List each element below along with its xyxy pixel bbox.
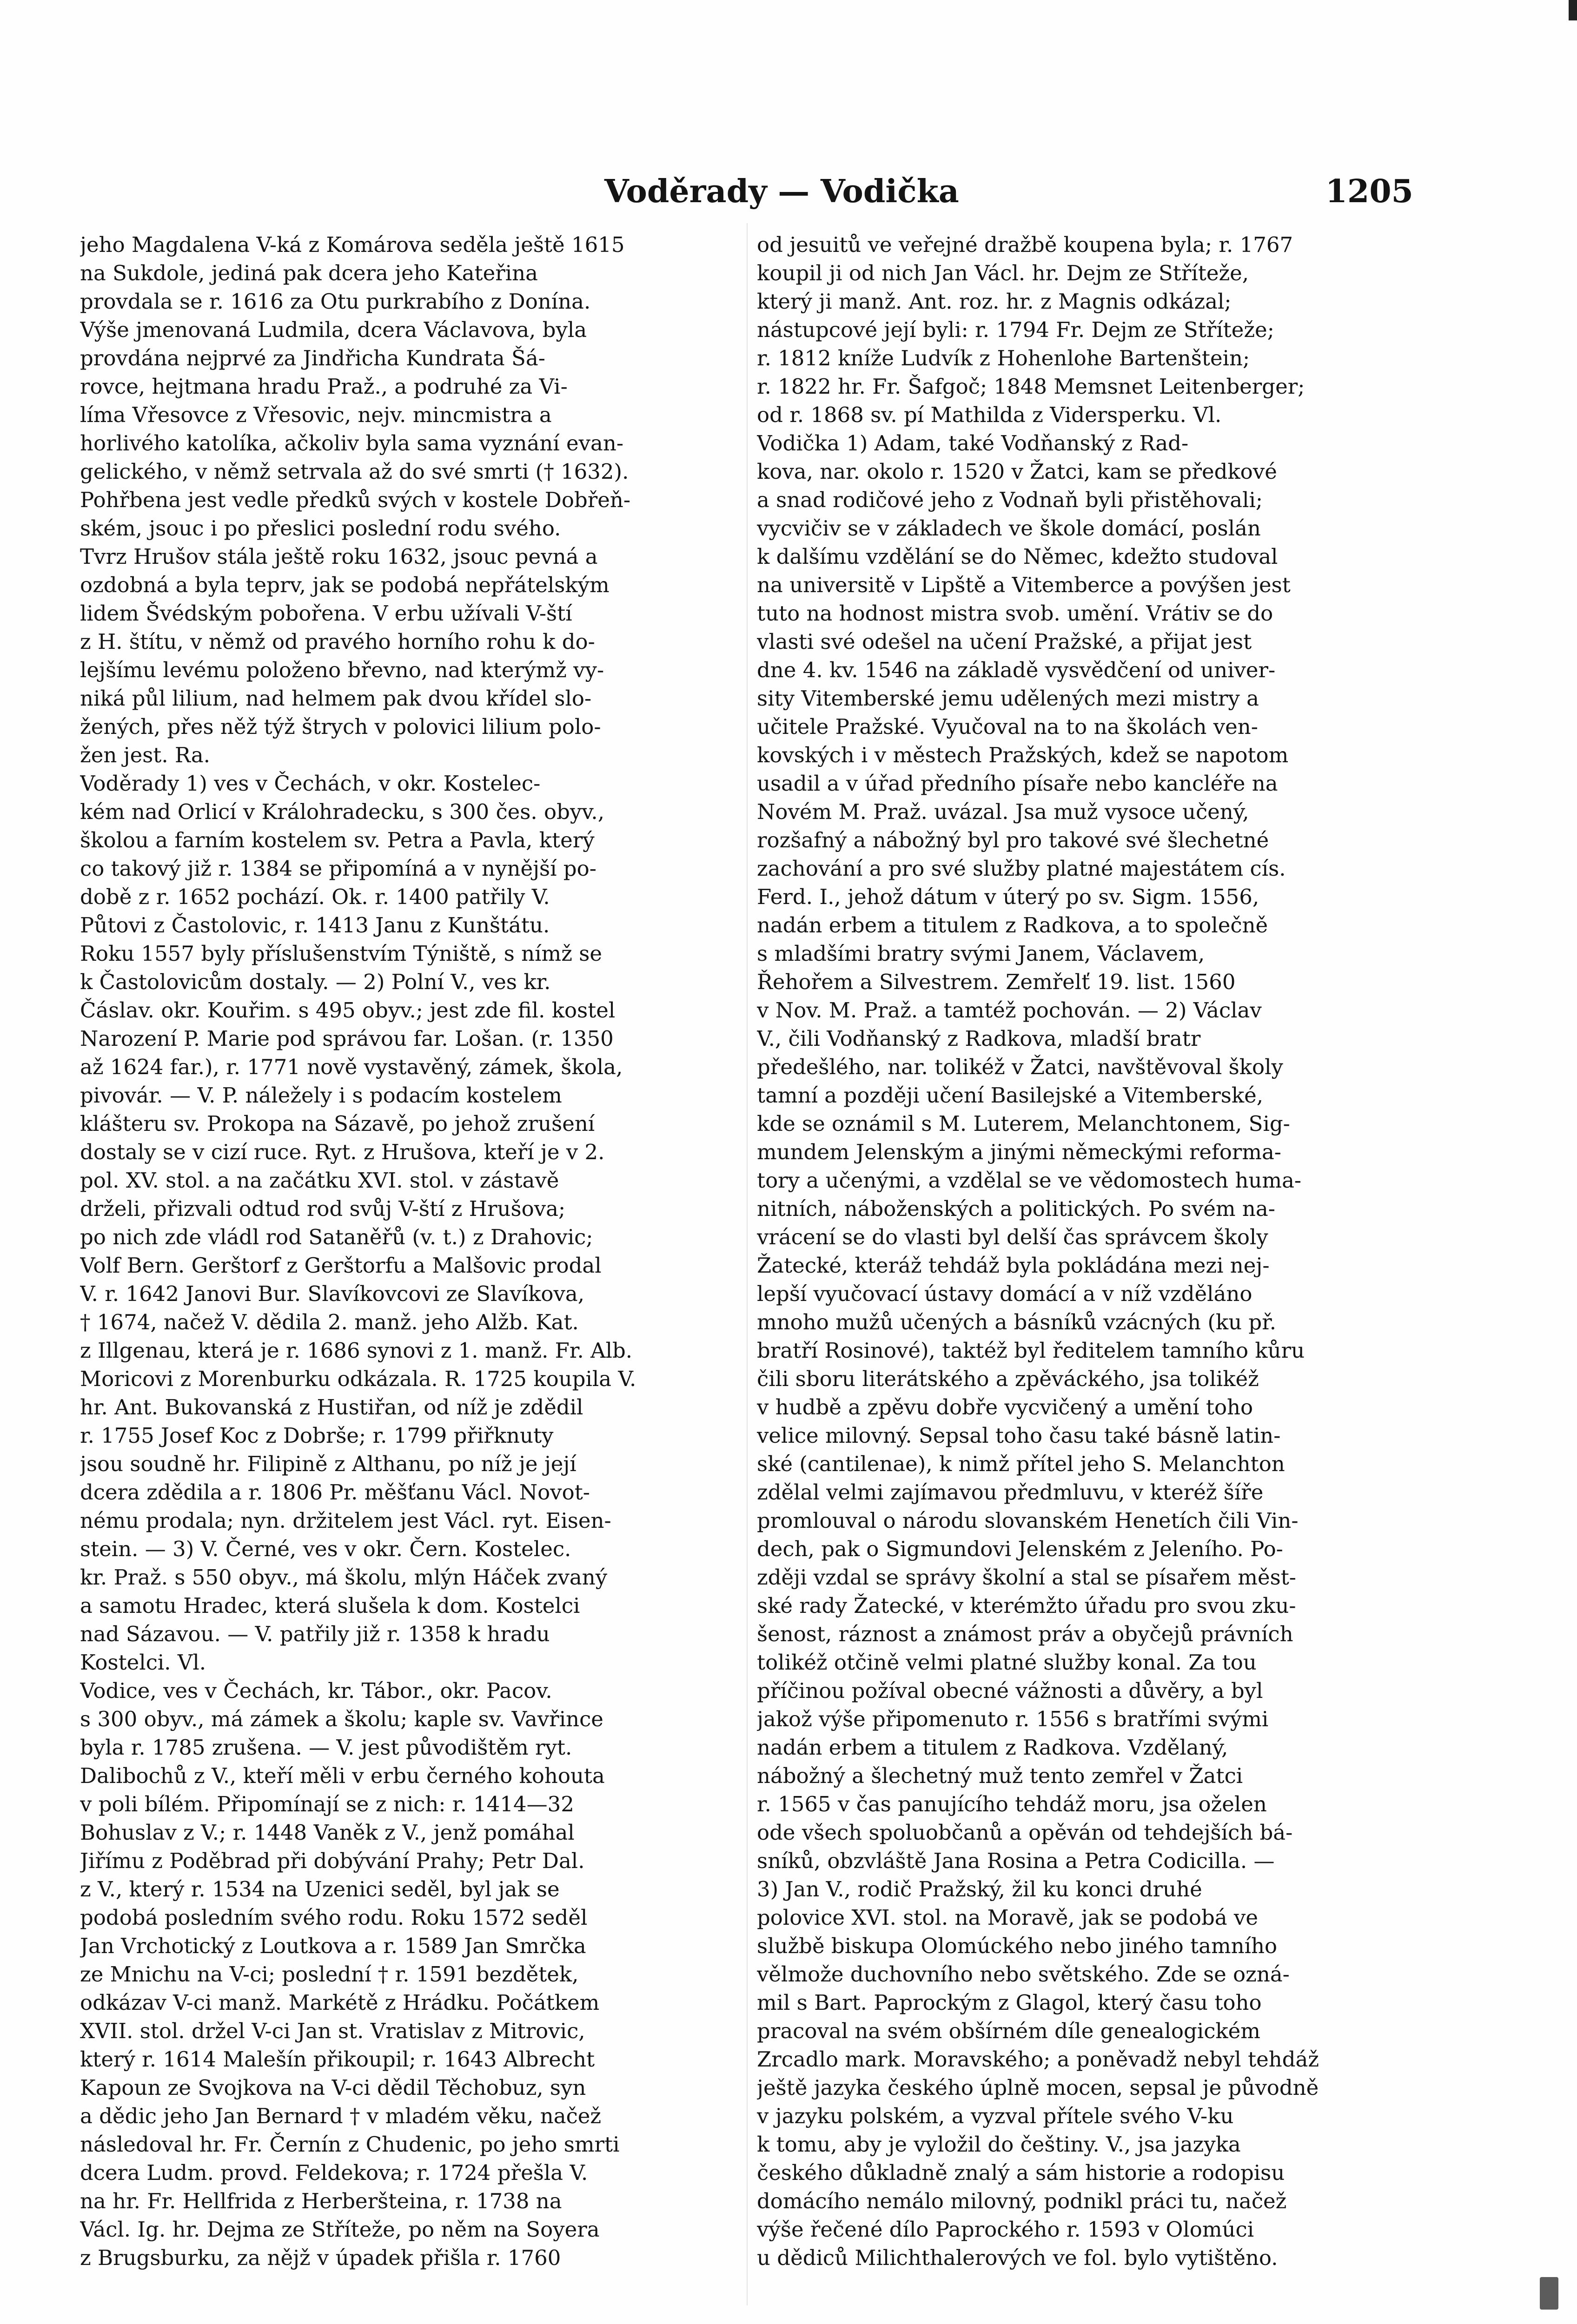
- left-column-line: co takový již r. 1384 se připomíná a v nynější po-: [80, 856, 596, 881]
- left-column-line: byla r. 1785 zrušena. — V. jest původištěm ryt.: [80, 1735, 572, 1760]
- right-column-line: kovských i v městech Pražských, kdež se napotom: [757, 743, 1289, 767]
- right-column-line: 3) Jan V., rodič Pražský, žil ku konci druhé: [757, 1877, 1202, 1901]
- left-column-line: Jan Vrchotický z Loutkova a r. 1589 Jan Smrčka: [80, 1934, 586, 1958]
- column-gutter: [747, 223, 748, 2305]
- left-column-line: nému prodala; nyn. držitelem jest Václ. ryt. Eisen-: [80, 1508, 611, 1533]
- page-number: 1205: [1325, 173, 1413, 210]
- right-column-line: příčinou požíval obecné vážnosti a důvěry, a byl: [757, 1678, 1263, 1703]
- left-column-line: Výše jmenovaná Ludmila, dcera Václavova, byla: [80, 317, 587, 342]
- right-column-line: tuto na hodnost mistra svob. umění. Vrátiv se do: [757, 601, 1273, 626]
- right-column-line: nitních, náboženských a politických. Po svém na-: [757, 1196, 1275, 1221]
- left-column-line: rovce, hejtmana hradu Praž., a podruhé za Vi-: [80, 374, 568, 399]
- left-column-line: pivovár. — V. P. náležely i s podacím kostelem: [80, 1083, 562, 1108]
- right-column: [757, 231, 1422, 2272]
- left-column-line: Voděrady 1) ves v Čechách, v okr. Kostelec-: [80, 771, 541, 796]
- left-column-line: Václ. Ig. hr. Dejma ze Stříteže, po něm na Soyera: [80, 2217, 600, 2242]
- right-column-line: vlasti své odešel na učení Pražské, a přijat jest: [757, 629, 1252, 654]
- left-column-line: a samotu Hradec, která slušela k dom. Kostelci: [80, 1593, 580, 1618]
- left-column-line: k Častolovicům dostaly. — 2) Polní V., ves kr.: [80, 970, 551, 994]
- left-column-line: podobá posledním svého rodu. Roku 1572 seděl: [80, 1905, 588, 1930]
- left-column-line: klášteru sv. Prokopa na Sázavě, po jehož zrušení: [80, 1111, 595, 1136]
- left-column-line: Roku 1557 byly příslušenstvím Týniště, s nímž se: [80, 941, 602, 966]
- right-column-line: kde se oznámil s M. Luterem, Melanchtonem, Sig-: [757, 1111, 1290, 1136]
- right-column-line: nábožný a šlechetný muž tento zemřel v Žatci: [757, 1763, 1243, 1788]
- right-column-line: službě biskupa Olomúckého nebo jiného tamního: [757, 1934, 1278, 1958]
- right-column-line: nadán erbem a titulem z Radkova, a to společně: [757, 913, 1268, 938]
- left-column-line: z H. štítu, v němž od pravého horního rohu k do-: [80, 629, 595, 654]
- left-column-line: Moricovi z Morenburku odkázala. R. 1725 koupila V.: [80, 1367, 636, 1391]
- right-column-line: zachování a pro své služby platné majestátem cís.: [757, 856, 1286, 881]
- right-column-line: Řehořem a Silvestrem. Zemřelť 19. list. 1560: [757, 970, 1236, 994]
- left-column-line: Volf Bern. Gerštorf z Gerštorfu a Malšovic prodal: [80, 1253, 602, 1278]
- left-column-line: ozdobná a byla teprv, jak se podobá nepřátelským: [80, 573, 610, 597]
- right-column-line: Ferd. I., jehož dátum v úterý po sv. Sigm. 1556,: [757, 885, 1259, 909]
- left-column-line: který r. 1614 Malešín přikoupil; r. 1643 Albrecht: [80, 2047, 595, 2072]
- right-column-line: s mladšími bratry svými Janem, Václavem,: [757, 941, 1205, 966]
- right-column-line: od r. 1868 sv. pí Mathilda z Vidersperku. Vl.: [757, 403, 1222, 427]
- right-column-line: ské (cantilenae), k nimž přítel jeho S. Melanchton: [757, 1452, 1285, 1476]
- left-column-line: Jiřímu z Poděbrad při dobývání Prahy; Petr Dal.: [80, 1849, 585, 1873]
- right-column-line: u dědiců Milichthalerových ve fol. bylo vytištěno.: [757, 2245, 1278, 2270]
- left-column-line: drželi, přizvali odtud rod svůj V-ští z Hrušova;: [80, 1196, 566, 1221]
- right-column-line: velice milovný. Sepsal toho času také básně latin-: [757, 1423, 1281, 1448]
- left-column-line: stein. — 3) V. Černé, ves v okr. Čern. Kostelec.: [80, 1537, 571, 1561]
- left-column-line: z V., který r. 1534 na Uzenici seděl, byl jak se: [80, 1877, 560, 1901]
- left-column-line: z Illgenau, která je r. 1686 synovi z 1. manž. Fr. Alb.: [80, 1338, 633, 1363]
- left-column-line: hr. Ant. Bukovanská z Hustiřan, od níž je zdědil: [80, 1395, 583, 1419]
- right-column-line: usadil a v úřad předního písaře nebo kancléře na: [757, 771, 1278, 796]
- right-column-line: mnoho mužů učených a básníků vzácných (ku př.: [757, 1310, 1277, 1334]
- left-column-line: provdána nejprvé za Jindřicha Kundrata Šá-: [80, 346, 545, 370]
- left-column-line: V. r. 1642 Janovi Bur. Slavíkovcovi ze Slavíkova,: [80, 1281, 585, 1306]
- right-column-line: sníků, obzvláště Jana Rosina a Petra Codicilla. —: [757, 1849, 1275, 1873]
- right-column-line: v jazyku polském, a vyzval přítele svého V-ku: [757, 2104, 1234, 2128]
- right-column-line: lepší vyučovací ústavy domácí a v níž vzděláno: [757, 1281, 1252, 1306]
- right-column-line: a snad rodičové jeho z Vodnaň byli přistěhovali;: [757, 488, 1263, 512]
- running-header: [549, 173, 1413, 215]
- right-column-line: nadán erbem a titulem z Radkova. Vzdělaný,: [757, 1735, 1228, 1760]
- right-column-line: mil s Bart. Paprockým z Glagol, který času toho: [757, 1990, 1262, 2015]
- left-column-line: Půtovi z Častolovic, r. 1413 Janu z Kunštátu.: [80, 913, 550, 938]
- left-column-line: době z r. 1652 pochází. Ok. r. 1400 patřily V.: [80, 885, 550, 909]
- right-column-line: tamní a později učení Basilejské a Vitemberské,: [757, 1083, 1264, 1108]
- scan-edge-mark: [1569, 0, 1577, 20]
- left-column-line: odkázav V-ci manž. Markétě z Hrádku. Počátkem: [80, 1990, 600, 2015]
- right-column-line: V., čili Vodňanský z Radkova, mladší bratr: [757, 1026, 1201, 1051]
- right-column-line: zdělal velmi zajímavou předmluvu, v kteréž šíře: [757, 1480, 1264, 1505]
- left-column-line: Kostelci. Vl.: [80, 1650, 206, 1675]
- right-column-line: výše řečené dílo Paprockého r. 1593 v Olomúci: [757, 2217, 1254, 2242]
- right-column-line: polovice XVI. stol. na Moravě, jak se podobá ve: [757, 1905, 1258, 1930]
- left-column-line: v poli bílém. Připomínají se z nich: r. 1414—32: [80, 1792, 574, 1816]
- right-column-line: na universitě v Lipště a Vitemberce a povýšen jest: [757, 573, 1291, 597]
- left-column-line: Kapoun ze Svojkova na V-ci dědil Těchobuz, syn: [80, 2075, 586, 2100]
- right-column-line: Novém M. Praž. uvázal. Jsa muž vysoce učený,: [757, 799, 1249, 824]
- right-column-line: od jesuitů ve veřejné dražbě koupena byla; r. 1767: [757, 232, 1293, 257]
- left-column-line: následoval hr. Fr. Černín z Chudenic, po jeho smrti: [80, 2132, 620, 2157]
- left-column-line: a dědic jeho Jan Bernard † v mladém věku, načež: [80, 2104, 602, 2128]
- left-column-line: lejšímu levému položeno břevno, nad kterýmž vy-: [80, 658, 604, 682]
- right-column-line: r. 1565 v čas panujícího tehdáž moru, jsa oželen: [757, 1792, 1267, 1816]
- left-column-line: dostaly se v cizí ruce. Ryt. z Hrušova, kteří je v 2.: [80, 1140, 605, 1164]
- left-column-line: gelického, v němž setrvala až do své smrti († 1632).: [80, 459, 629, 484]
- left-column-line: kr. Praž. s 550 obyv., má školu, mlýn Háček zvaný: [80, 1565, 608, 1590]
- right-column-line: zději vzdal se správy školní a stal se písařem měst-: [757, 1565, 1296, 1590]
- right-column-line: jakož výše připomenuto r. 1556 s bratřími svými: [757, 1707, 1269, 1731]
- left-column-line: Vodice, ves v Čechách, kr. Tábor., okr. Pacov.: [80, 1678, 552, 1703]
- left-column-line: po nich zde vládl rod Sataněřů (v. t.) z Drahovic;: [80, 1225, 593, 1249]
- right-column-line: v Nov. M. Praž. a tamtéž pochován. — 2) Václav: [757, 998, 1262, 1023]
- right-column-line: čili sboru literátského a zpěváckého, jsa tolikéž: [757, 1367, 1259, 1391]
- right-column-line: Vodička 1) Adam, také Vodňanský z Rad-: [757, 431, 1189, 456]
- right-column-line: vrácení se do vlasti byl delší čas správcem školy: [757, 1225, 1268, 1249]
- right-column-line: pracoval na svém obšírném díle genealogickém: [757, 2019, 1260, 2043]
- right-column-line: vycvičiv se v základech ve škole domácí, poslán: [757, 516, 1261, 541]
- right-column-line: mundem Jelenským a jinými německými reforma-: [757, 1140, 1282, 1164]
- right-column-line: r. 1822 hr. Fr. Šafgoč; 1848 Memsnet Leitenberger;: [757, 374, 1305, 399]
- right-column-line: k tomu, aby je vyložil do češtiny. V., jsa jazyka: [757, 2132, 1241, 2157]
- running-title: Voděrady — Vodička: [604, 173, 959, 210]
- right-column-line: dech, pak o Sigmundovi Jelenském z Jeleního. Po-: [757, 1537, 1283, 1561]
- left-column-line: žen jest. Ra.: [80, 743, 211, 767]
- left-column-line: jsou soudně hr. Filipině z Althanu, po níž je její: [80, 1452, 576, 1476]
- right-column-line: Žatecké, kteráž tehdáž byla pokládána mezi nej-: [757, 1253, 1270, 1278]
- left-column-line: XVII. stol. držel V-ci Jan st. Vratislav z Mitrovic,: [80, 2019, 585, 2043]
- left-column-line: s 300 obyv., má zámek a školu; kaple sv. Vavřince: [80, 1707, 603, 1731]
- right-column-line: předešlého, nar. tolikéž v Žatci, navštěvoval školy: [757, 1055, 1283, 1079]
- right-column-line: který ji manž. Ant. roz. hr. z Magnis odkázal;: [757, 289, 1232, 314]
- right-column-line: dne 4. kv. 1546 na základě vysvědčení od univer-: [757, 658, 1276, 682]
- right-column-line: tory a učenými, a vzdělal se ve vědomostech huma-: [757, 1168, 1302, 1193]
- right-column-line: ské rady Žatecké, v kterémžto úřadu pro svou zku-: [757, 1593, 1296, 1618]
- right-column-line: rozšafný a nábožný byl pro takové své šlechetné: [757, 828, 1269, 852]
- left-column-line: Pohřbena jest vedle předků svých v kostele Dobřeň-: [80, 488, 631, 512]
- left-column-line: líma Vřesovce z Vřesovic, nejv. mincmistra a: [80, 403, 552, 427]
- left-column-line: na Sukdole, jediná pak dcera jeho Kateřina: [80, 261, 538, 285]
- left-column: [80, 231, 745, 2272]
- left-column-line: z Brugsburku, za nějž v úpadek přišla r. 1760: [80, 2245, 561, 2270]
- left-column-line: až 1624 far.), r. 1771 nově vystavěný, zámek, škola,: [80, 1055, 623, 1079]
- right-column-line: k dalšímu vzdělání se do Němec, kdežto studoval: [757, 544, 1278, 569]
- left-column-line: ze Mnichu na V-ci; poslední † r. 1591 bezdětek,: [80, 1962, 579, 1987]
- left-column-line: jeho Magdalena V-ká z Komárova seděla ještě 1615: [80, 232, 625, 257]
- left-column-line: Čáslav. okr. Kouřim. s 495 obyv.; jest zde fil. kostel: [80, 998, 616, 1023]
- left-column-line: niká půl lilium, nad helmem pak dvou křídel slo-: [80, 686, 592, 711]
- right-column-line: domácího nemálo milovný, podnikl práci tu, načež: [757, 2189, 1287, 2213]
- right-column-line: šenost, ráznost a známost práv a obyčejů právních: [757, 1622, 1293, 1646]
- right-column-line: ještě jazyka českého úplně mocen, sepsal je původně: [757, 2075, 1319, 2100]
- right-column-line: promlouval o národu slovanském Henetích čili Vin-: [757, 1508, 1299, 1533]
- left-column-line: na hr. Fr. Hellfrida z Herberšteina, r. 1738 na: [80, 2189, 562, 2213]
- right-column-line: bratří Rosinové), taktéž byl ředitelem tamního kůru: [757, 1338, 1305, 1363]
- right-column-line: koupil ji od nich Jan Václ. hr. Dejm ze Stříteže,: [757, 261, 1249, 285]
- left-column-line: r. 1755 Josef Koc z Dobrše; r. 1799 přiřknuty: [80, 1423, 554, 1448]
- scan-corner-mark: [1540, 2277, 1558, 2310]
- right-column-line: kova, nar. okolo r. 1520 v Žatci, kam se předkové: [757, 459, 1277, 484]
- right-column-line: nástupcové její byli: r. 1794 Fr. Dejm ze Stříteže;: [757, 317, 1274, 342]
- right-column-line: sity Vitemberské jemu udělených mezi mistry a: [757, 686, 1259, 711]
- left-column-line: provdala se r. 1616 za Otu purkrabího z Donína.: [80, 289, 591, 314]
- left-column-line: horlivého katolíka, ačkoliv byla sama vyznání evan-: [80, 431, 624, 456]
- left-column-line: lidem Švédským pobořena. V erbu užívali V-ští: [80, 601, 572, 626]
- left-column-line: ském, jsouc i po přeslici poslední rodu svého.: [80, 516, 561, 541]
- left-column-line: školou a farním kostelem sv. Petra a Pavla, který: [80, 828, 595, 852]
- right-column-line: Zrcadlo mark. Moravského; a poněvadž nebyl tehdáž: [757, 2047, 1319, 2072]
- right-column-line: ode všech spoluobčanů a opěván od tehdejších bá-: [757, 1820, 1293, 1845]
- left-column-line: kém nad Orlicí v Králohradecku, s 300 čes. obyv.,: [80, 799, 605, 824]
- left-column-line: nad Sázavou. — V. patřily již r. 1358 k hradu: [80, 1622, 550, 1646]
- left-column-line: pol. XV. stol. a na začátku XVI. stol. v zástavě: [80, 1168, 559, 1193]
- left-column-line: Dalibochů z V., kteří měli v erbu černého kohouta: [80, 1763, 605, 1788]
- right-column-line: r. 1812 kníže Ludvík z Hohenlohe Bartenštein;: [757, 346, 1250, 370]
- left-column-line: žených, přes něž týž štrych v polovici lilium polo-: [80, 714, 601, 739]
- right-column-line: českého důkladně znalý a sám historie a rodopisu: [757, 2160, 1285, 2185]
- left-column-line: dcera Ludm. provd. Feldekova; r. 1724 přešla V.: [80, 2160, 588, 2185]
- right-column-line: v hudbě a zpěvu dobře vycvičený a umění toho: [757, 1395, 1253, 1419]
- left-column-line: dcera zdědila a r. 1806 Pr. měšťanu Václ. Novot-: [80, 1480, 590, 1505]
- left-column-line: Narození P. Marie pod správou far. Lošan. (r. 1350: [80, 1026, 614, 1051]
- right-column-line: učitele Pražské. Vyučoval na to na školách ven-: [757, 714, 1258, 739]
- left-column-line: † 1674, načež V. dědila 2. manž. jeho Alžb. Kat.: [80, 1310, 579, 1334]
- left-column-line: Bohuslav z V.; r. 1448 Vaněk z V., jenž pomáhal: [80, 1820, 575, 1845]
- right-column-line: tolikéž otčině velmi platné služby konal. Za tou: [757, 1650, 1257, 1675]
- right-column-line: vělmože duchovního nebo světského. Zde se ozná-: [757, 1962, 1290, 1987]
- left-column-line: Tvrz Hrušov stála ještě roku 1632, jsouc pevná a: [80, 544, 598, 569]
